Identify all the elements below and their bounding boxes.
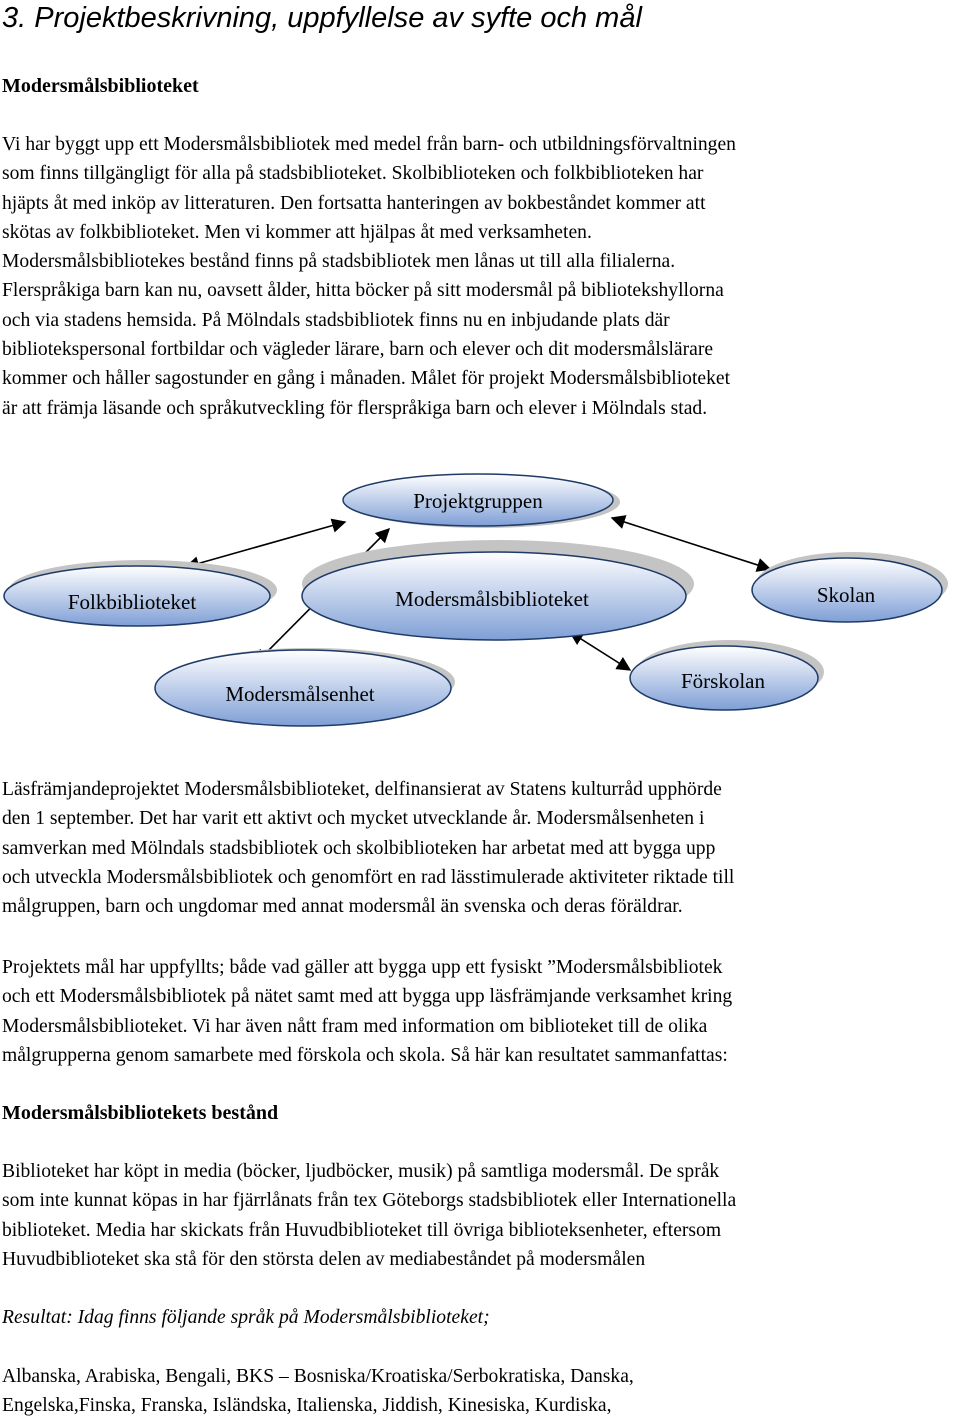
text-line: Vi har byggt upp ett Modersmålsbibliotek med medel från barn- och utbildningsförvaltningen — [2, 134, 736, 155]
text-line: Läsfrämjandeprojektet Modersmålsbiblioteket, delfinansierat av Statens kulturråd upphörde — [2, 779, 722, 800]
node-label: Folkbiblioteket — [67, 590, 197, 614]
node-projektgruppen — [343, 474, 620, 528]
paragraph-project-summary — [2, 775, 960, 921]
text-line: målgrupperna genom samarbete med förskola och skola. Så här kan resultatet sammanfattas: — [2, 1044, 728, 1066]
result-line — [2, 1303, 960, 1332]
paragraph-bestand — [2, 1157, 960, 1274]
page-heading: 3. Projektbeskrivning, uppfyllelse av syfte och mål — [2, 2, 642, 34]
text-line: som finns tillgängligt för alla på stadsbiblioteket. Skolbiblioteken och folkbiblioteken har — [2, 163, 704, 185]
section-title-bestand: Modersmålsbibliotekets bestånd — [2, 1102, 279, 1124]
node-label: Projektgruppen — [413, 489, 543, 513]
text-line: biblioteket. Media har skickats från Huvudbiblioteket till övriga biblioteksenheter, eftersom — [2, 1219, 722, 1241]
text-line: Engelska,Finska, Franska, Isländska, Italienska, Jiddish, Kinesiska, Kurdiska, — [2, 1395, 612, 1417]
text-line: Projektets mål har uppfyllts; både vad gäller att bygga upp ett fysiskt ”Modersmålsbibliotek — [2, 957, 723, 978]
text-line: Flerspråkiga barn kan nu, oavsett ålder, hitta böcker på sitt modersmål på bibliotekshyllorna — [2, 280, 724, 302]
text-line: Modersmålsbiblioteket. Vi har även nått fram med information om biblioteket till de olika — [2, 1015, 708, 1037]
node-forskolan — [630, 640, 824, 710]
text-line: Biblioteket har köpt in media (böcker, ljudböcker, musik) på samtliga modersmål. De språk — [2, 1161, 720, 1182]
node-label: Modersmålsbiblioteket — [395, 587, 589, 611]
text-line: kommer och håller sagostunder en gång i månaden. Målet för projekt Modersmålsbiblioteket — [2, 368, 731, 390]
paragraph-intro — [2, 130, 960, 423]
connector-projektgruppen-folkbiblioteket — [186, 522, 345, 567]
text-line: Modersmålsbibliotekes bestånd finns på stadsbibliotek men lånas ut till alla filialerna. — [2, 251, 676, 273]
text-line: och ett Modersmålsbibliotek på nätet samt med att bygga upp läsfrämjande verksamhet kring — [2, 986, 733, 1008]
text-line: Huvudbiblioteket ska stå för den största delen av mediabeståndet på modersmålen — [2, 1248, 646, 1270]
organization-diagram — [0, 472, 960, 762]
node-label: Skolan — [816, 583, 876, 607]
text-line: och utveckla Modersmålsbibliotek och genomfört en rad lässtimulerade aktiviteter riktade till — [2, 866, 735, 888]
text-line: Albanska, Arabiska, Bengali, BKS – Bosniska/Kroatiska/Serbokratiska, Danska, — [2, 1366, 634, 1387]
paragraph-languages — [2, 1362, 960, 1421]
text-line: som inte kunnat köpas in har fjärrlånats från tex Göteborgs stadsbibliotek eller Internationella — [2, 1190, 737, 1212]
node-label: Modersmålsenhet — [225, 682, 375, 706]
text-line: målgruppen, barn och ungdomar med annat modersmål än svenska och deras föräldrar. — [2, 896, 683, 918]
node-folkbiblioteket — [4, 560, 277, 626]
text-line: samverkan med Mölndals stadsbibliotek och skolbiblioteken har arbetat med att bygga upp — [2, 837, 716, 859]
text-line: Resultat: Idag finns följande språk på Modersmålsbiblioteket; — [2, 1307, 490, 1328]
paragraph-goals — [2, 953, 960, 1070]
node-modersmalsenhet — [155, 648, 455, 726]
connector-modersmalsbiblioteket-forskolan — [570, 632, 630, 670]
text-line: bibliotekspersonal fortbildar och vägleder lärare, barn och elever och dit modersmålslärare — [2, 339, 714, 361]
node-skolan — [752, 552, 948, 622]
text-line: och via stadens hemsida. På Mölndals stadsbibliotek finns nu en inbjudande plats där — [2, 309, 670, 331]
text-line: är att främja läsande och språkutveckling för flerspråkiga barn och elever i Mölndals stad. — [2, 397, 708, 419]
text-line: den 1 september. Det har varit ett aktivt och mycket utvecklande år. Modersmålsenheten i — [2, 808, 705, 830]
node-label: Förskolan — [681, 669, 765, 693]
node-modersmalsbiblioteket — [302, 540, 694, 640]
text-line: hjäpts åt med inköp av litteraturen. Den fortsatta hanteringen av bokbeståndet kommer att — [2, 192, 706, 214]
section-title-modersmalsbiblioteket: Modersmålsbiblioteket — [2, 75, 199, 97]
text-line: skötas av folkbiblioteket. Men vi kommer att hjälpas åt med verksamheten. — [2, 221, 592, 243]
